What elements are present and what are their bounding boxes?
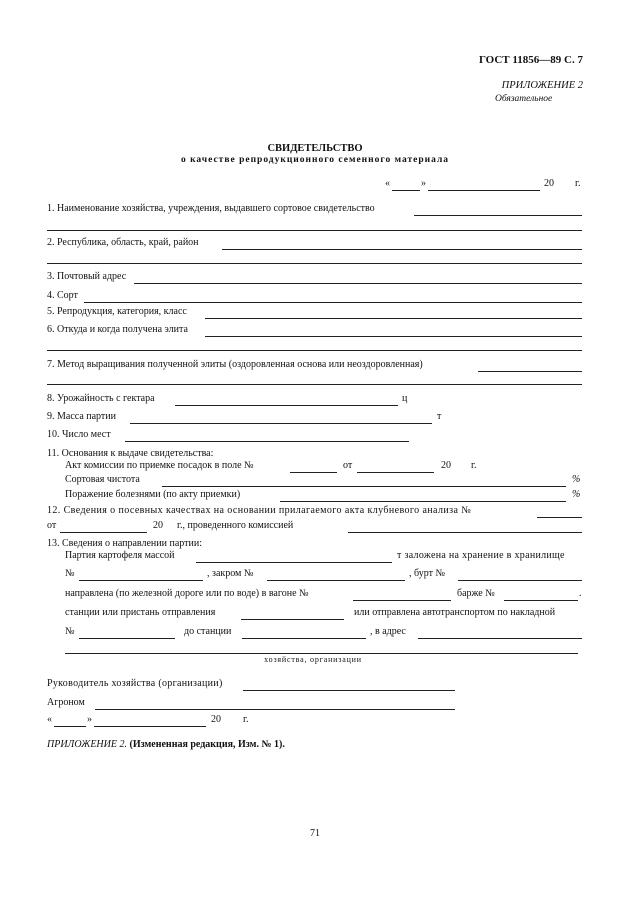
item-4-label: 4. Сорт xyxy=(47,290,78,301)
item-13-dest-station-label: до станции xyxy=(184,626,232,637)
date-quote-close: » xyxy=(421,178,426,189)
item-12-year: 20 xyxy=(153,520,163,531)
item-13-storage-label: т заложена на хранение в хранилище xyxy=(397,550,565,561)
date-month-field[interactable] xyxy=(428,190,540,191)
item-11-disease-label: Поражение болезнями (по акту приемки) xyxy=(65,489,241,500)
sign-date-day-field[interactable] xyxy=(54,726,86,727)
item-1-field[interactable] xyxy=(414,215,582,216)
item-1-field-cont[interactable] xyxy=(47,230,582,231)
item-7-field[interactable] xyxy=(478,371,582,372)
item-12-number-field[interactable] xyxy=(537,517,582,518)
standard-code-header: ГОСТ 11856—89 С. 7 xyxy=(478,54,583,66)
sign-date-quote-close: » xyxy=(87,714,92,725)
item-13-address-label: , в адрес xyxy=(370,626,406,637)
head-signature-label: Руководитель хозяйства (организации) xyxy=(47,678,223,689)
item-13-storage-no: № xyxy=(65,568,75,579)
item-13-mass-field[interactable] xyxy=(196,562,392,563)
item-1-label: 1. Наименование хозяйства, учреждения, выдавшего сортовое свидетельство xyxy=(47,203,375,214)
item-12-ot: от xyxy=(47,520,57,531)
item-11-act-number-field[interactable] xyxy=(290,472,337,473)
item-9-label: 9. Масса партии xyxy=(47,411,116,422)
item-13-waybill-no: № xyxy=(65,626,75,637)
item-6-field[interactable] xyxy=(205,336,582,337)
item-7-label: 7. Метод выращивания полученной элиты (оздоровленная основа или неоздоровленная) xyxy=(47,359,423,370)
item-10-label: 10. Число мест xyxy=(47,429,111,440)
organization-caption: хозяйства, организации xyxy=(264,655,362,664)
item-12-label: 12. Сведения о посевных качествах на основании прилагаемого акта клубневого анализа № xyxy=(47,505,472,516)
item-11-year: 20 xyxy=(441,460,451,471)
item-13-barge-label: барже № xyxy=(457,588,495,599)
item-11-act-date-field[interactable] xyxy=(357,472,434,473)
item-13-station-label: станции или пристань отправления xyxy=(65,607,216,618)
document-title: СВИДЕТЕЛЬСТВО xyxy=(267,143,363,154)
item-13-station-field[interactable] xyxy=(241,619,344,620)
item-13-mass-label: Партия картофеля массой xyxy=(65,550,175,561)
item-11-disease-percent: % xyxy=(572,489,581,500)
item-13-wagon-label: направлена (по железной дороге или по воде) в вагоне № xyxy=(65,588,309,599)
date-g: г. xyxy=(575,178,581,189)
date-quote-open: « xyxy=(385,178,390,189)
item-9-unit: т xyxy=(437,411,442,422)
appendix-title: ПРИЛОЖЕНИЕ 2 xyxy=(501,80,583,91)
item-8-field[interactable] xyxy=(175,405,398,406)
item-13-organization-field[interactable] xyxy=(65,653,578,654)
item-6-field-cont[interactable] xyxy=(47,350,582,351)
item-8-unit: ц xyxy=(402,393,408,404)
item-5-field[interactable] xyxy=(205,318,582,319)
sign-date-month-field[interactable] xyxy=(94,726,206,727)
item-5-label: 5. Репродукция, категория, класс xyxy=(47,306,187,317)
item-11-purity-field[interactable] xyxy=(162,486,566,487)
item-3-label: 3. Почтовый адрес xyxy=(47,271,127,282)
head-signature-field[interactable] xyxy=(243,690,455,691)
item-13-bin-label: , закром № xyxy=(207,568,254,579)
footnote xyxy=(47,739,285,750)
item-11-act-label: Акт комиссии по приемке посадок в поле № xyxy=(65,460,254,471)
item-12-date-field[interactable] xyxy=(60,532,147,533)
item-2-label: 2. Республика, область, край, район xyxy=(47,237,199,248)
item-3-field[interactable] xyxy=(134,283,582,284)
item-12-commission-field[interactable] xyxy=(348,532,582,533)
item-8-label: 8. Урожайность с гектара xyxy=(47,393,155,404)
item-11-disease-field[interactable] xyxy=(280,501,566,502)
document-subtitle: о качестве репродукционного семенного материала xyxy=(180,155,450,165)
item-13-waybill-field[interactable] xyxy=(79,638,175,639)
item-7-field-cont[interactable] xyxy=(47,384,582,385)
item-13-truck-label: или отправлена автотранспортом по накладной xyxy=(354,607,556,618)
item-13-label: 13. Сведения о направлении партии: xyxy=(47,538,202,549)
sign-date-g: г. xyxy=(243,714,249,725)
footnote-revision: (Измененная редакция, Изм. № 1). xyxy=(129,739,285,750)
item-13-address-field[interactable] xyxy=(418,638,582,639)
item-13-pile-field[interactable] xyxy=(458,580,582,581)
agronomist-label: Агроном xyxy=(47,697,85,708)
item-13-pile-label: , бурт № xyxy=(409,568,445,579)
item-2-field[interactable] xyxy=(222,249,582,250)
item-13-barge-field[interactable] xyxy=(504,600,578,601)
date-year: 20 xyxy=(544,178,554,189)
item-13-wagon-field[interactable] xyxy=(353,600,451,601)
item-13-storage-field[interactable] xyxy=(79,580,203,581)
item-6-label: 6. Откуда и когда получена элита xyxy=(47,324,188,335)
item-4-field[interactable] xyxy=(84,302,582,303)
item-13-bin-field[interactable] xyxy=(267,580,405,581)
sign-date-quote-open: « xyxy=(47,714,52,725)
item-11-purity-percent: % xyxy=(572,474,581,485)
date-day-field[interactable] xyxy=(392,190,420,191)
footnote-appendix: ПРИЛОЖЕНИЕ 2. xyxy=(47,739,127,750)
item-13-dest-station-field[interactable] xyxy=(242,638,366,639)
item-2-field-cont[interactable] xyxy=(47,263,582,264)
appendix-subtitle: Обязательное xyxy=(495,94,553,104)
item-12-rest: г., проведенного комиссией xyxy=(177,520,294,531)
item-11-ot: от xyxy=(343,460,353,471)
item-11-label: 11. Основания к выдаче свидетельства: xyxy=(47,448,214,459)
item-10-field[interactable] xyxy=(125,441,409,442)
item-9-field[interactable] xyxy=(130,423,432,424)
item-11-g: г. xyxy=(471,460,477,471)
sign-date-year: 20 xyxy=(211,714,221,725)
agronomist-field[interactable] xyxy=(95,709,455,710)
page-number: 71 xyxy=(310,828,320,839)
item-13-barge-dot: . xyxy=(579,588,582,599)
item-11-purity-label: Сортовая чистота xyxy=(65,474,140,485)
